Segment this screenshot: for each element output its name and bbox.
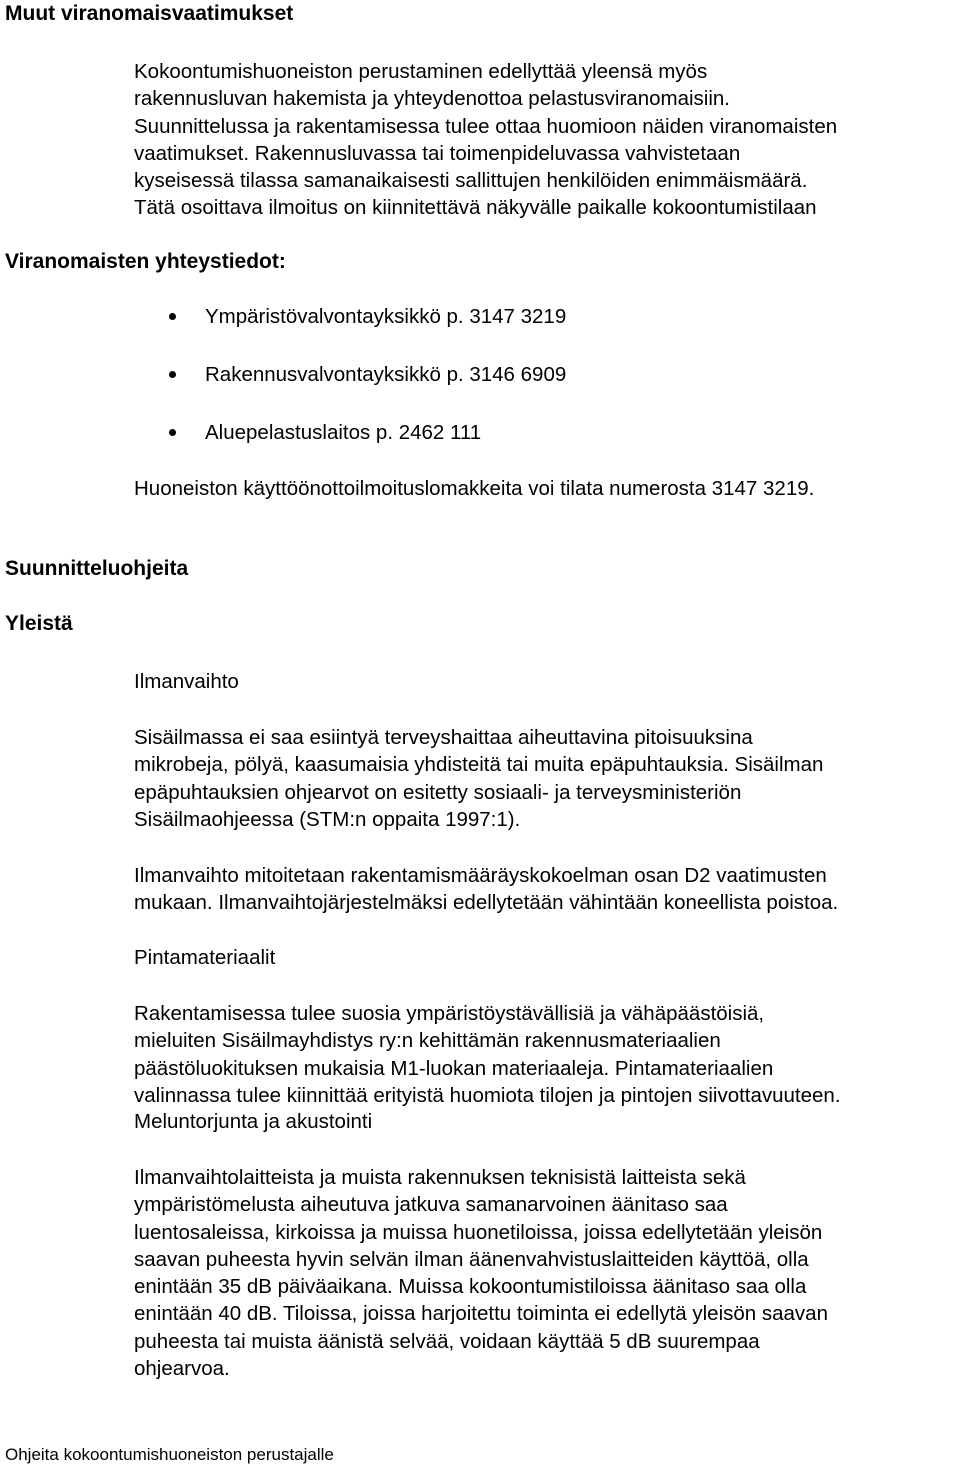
- ilmanvaihto-paragraph-1: [134, 724, 960, 833]
- pintamateriaalit-paragraph: [134, 1000, 960, 1109]
- heading-suunnitteluohjeita: Suunnitteluohjeita: [5, 557, 189, 580]
- intro-line: Kokoontumishuoneiston perustaminen edellyttää yleensä myös: [134, 60, 708, 83]
- paragraph-line: saavan puheesta hyvin selvän ilman äänenvahvistuslaitteiden käyttöä, olla: [134, 1247, 809, 1271]
- paragraph-line: valinnassa tulee kiinnittää erityistä huomiota tilojen ja pintojen siivottavuuteen.: [134, 1083, 841, 1107]
- paragraph-line: enintään 40 dB. Tiloissa, joissa harjoitettu toiminta ei edellytä yleisön saavan: [134, 1302, 828, 1326]
- paragraph-line: mikrobeja, pölyä, kaasumaisia yhdisteitä tai muita epäpuhtauksia. Sisäilman: [134, 753, 824, 777]
- paragraph-line: enintään 35 dB päiväaikana. Muissa kokoontumistiloissa äänitaso saa olla: [134, 1275, 807, 1299]
- paragraph-line: Sisäilmassa ei saa esiintyä terveyshaittaa aiheuttavina pitoisuuksina: [134, 726, 753, 749]
- contact-text: Aluepelastuslaitos p. 2462 111: [205, 421, 482, 444]
- paragraph-line: ohjearvoa.: [134, 1357, 230, 1381]
- paragraph-line: puheesta tai muista äänistä selvää, voidaan käyttää 5 dB suurempaa: [134, 1329, 760, 1353]
- paragraph-line: mukaan. Ilmanvaihtojärjestelmäksi edellytetään vähintään koneellista poistoa.: [134, 891, 839, 915]
- heading-yleista: Yleistä: [5, 612, 73, 635]
- page-footer: Ohjeita kokoontumishuoneiston perustajalle: [5, 1445, 334, 1464]
- contact-text: Rakennusvalvontayksikkö p. 3146 6909: [205, 363, 567, 386]
- intro-paragraph: [134, 58, 960, 222]
- contact-note: Huoneiston käyttöönottoilmoituslomakkeita voi tilata numerosta 3147 3219.: [134, 477, 815, 500]
- paragraph-line: luentosaleissa, kirkoissa ja muissa huonetiloissa, joissa edellytetään yleisön: [134, 1220, 823, 1244]
- ilmanvaihto-paragraph-2: [134, 862, 960, 917]
- section-title-pintamateriaalit: Pintamateriaalit: [134, 946, 276, 969]
- paragraph-line: epäpuhtauksien ohjearvot on esitetty sosiaali- ja terveysministeriön: [134, 780, 742, 804]
- bullet-icon: [169, 429, 176, 436]
- intro-line: vaatimukset. Rakennusluvassa tai toimenpideluvassa vahvistetaan: [134, 141, 741, 165]
- bullet-icon: [169, 313, 176, 320]
- contact-text: Ympäristövalvontayksikkö p. 3147 3219: [205, 305, 567, 328]
- paragraph-line: päästöluokituksen mukaisia M1-luokan materiaaleja. Pintamateriaalien: [134, 1056, 774, 1080]
- meluntorjunta-paragraph: [134, 1164, 960, 1382]
- intro-line: kyseisessä tilassa samanaikaisesti sallittujen henkilöiden enimmäismäärä.: [134, 169, 808, 193]
- heading-muut-viranomaisvaatimukset: Muut viranomaisvaatimukset: [5, 2, 294, 25]
- paragraph-line: Ilmanvaihtolaitteista ja muista rakennuksen teknisistä laitteista sekä: [134, 1166, 746, 1189]
- paragraph-line: Rakentamisessa tulee suosia ympäristöystävällisiä ja vähäpäästöisiä,: [134, 1002, 765, 1025]
- intro-line: Suunnittelussa ja rakentamisessa tulee ottaa huomioon näiden viranomaisten: [134, 114, 838, 138]
- heading-viranomaisten-yhteystiedot: Viranomaisten yhteystiedot:: [5, 250, 286, 273]
- section-title-ilmanvaihto: Ilmanvaihto: [134, 670, 239, 693]
- paragraph-line: Ilmanvaihto mitoitetaan rakentamismääräyskokoelman osan D2 vaatimusten: [134, 864, 827, 887]
- paragraph-line: mieluiten Sisäilmayhdistys ry:n kehittämän rakennusmateriaalien: [134, 1029, 721, 1053]
- bullet-icon: [169, 371, 176, 378]
- paragraph-line: ympäristömelusta aiheutuva jatkuva samanarvoinen äänitaso saa: [134, 1193, 728, 1217]
- intro-line: Tätä osoittava ilmoitus on kiinnitettävä näkyvälle paikalle kokoontumistilaan: [134, 196, 817, 220]
- paragraph-line: Sisäilmaohjeessa (STM:n oppaita 1997:1).: [134, 807, 521, 831]
- section-title-meluntorjunta: Meluntorjunta ja akustointi: [134, 1110, 373, 1133]
- intro-line: rakennusluvan hakemista ja yhteydenottoa pelastusviranomaisiin.: [134, 87, 730, 111]
